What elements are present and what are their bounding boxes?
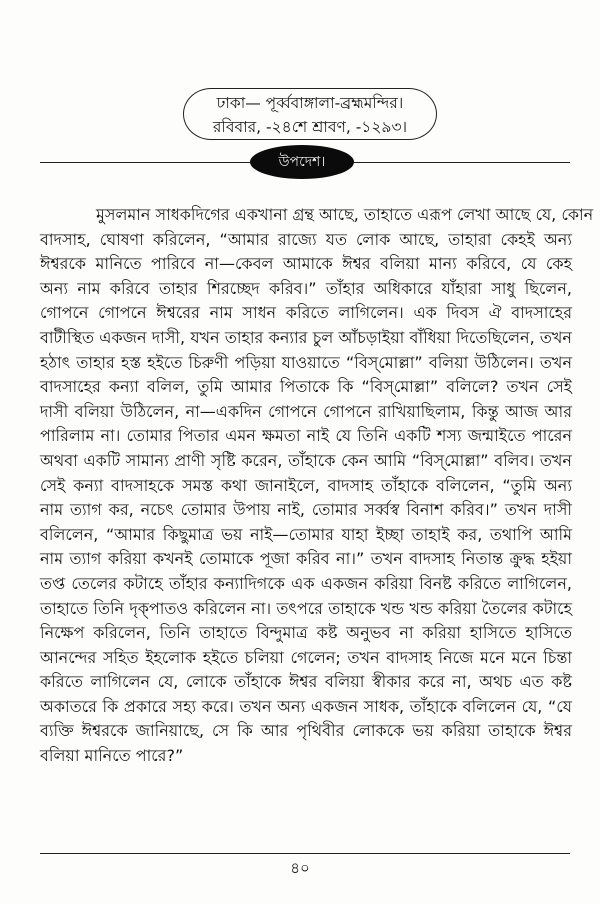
text-line: বাটীস্থিত একজন দাসী, যখন তাহার কন্যার চুল আঁচড়াইয়া বাঁধিয়া দিতেছিলেন, তখন bbox=[40, 327, 572, 347]
section-title: উপদেশ। bbox=[250, 145, 354, 179]
text-line: তাহাতে তিনি দৃক্‌পাতও করিলেন না। তৎপরে তাহাকে খন্ড খন্ড করিয়া তৈলের কটাহে bbox=[40, 598, 572, 618]
text-line: বলিয়া মানিতে পারে?” bbox=[40, 746, 184, 766]
text-line: করিতে লাগিলেন যে, লোকে তাঁহাকে ঈশ্বর বলিয়া স্বীকার করে না, অথচ এত কষ্ট bbox=[40, 672, 572, 692]
text-line: নাম ত্যাগ কর, নচেৎ তোমার উপায় নাই, তোমার সর্ব্বস্ব বিনাশ করিব।” তখন দাসী bbox=[40, 500, 572, 520]
text-line: আনন্দের সহিত ইহলোক হইতে চলিয়া গেলেন; তখন বাদসাহ নিজে মনে মনে চিন্তা bbox=[40, 647, 572, 667]
text-line: হঠাৎ তাহার হস্ত হইতে চিরুণী পড়িয়া যাওয়াতে “বিস্‌মোল্লা” বলিয়া উঠিলেন। তখন bbox=[40, 352, 572, 372]
header-date: রবিবার, -২৪শে শ্রাবণ, -১২৯৩। bbox=[212, 118, 408, 136]
text-line: অন্য নাম করিবে তাহার শিরচ্ছেদ করিব।” তাঁহার অধিকারে যাঁহারা সাধু ছিলেন, bbox=[40, 278, 572, 298]
text-line: বাদসাহের কন্যা বলিল, তুমি আমার পিতাকে কি “বিস্‌মোল্লা” বলিলে? তখন সেই bbox=[40, 377, 572, 397]
page-number: ৪০ bbox=[290, 859, 310, 877]
header-box bbox=[183, 88, 437, 140]
text-line: গোপনে গোপনে ঈশ্বরের নাম সাধন করিতে লাগিলেন। এক দিবস ঐ বাদসাহের bbox=[40, 303, 572, 323]
text-line: সেই কন্যা বাদসাহকে সমস্ত কথা জানাইলে, বাদসাহ তাঁহাকে বলিলেন, “তুমি অন্য bbox=[40, 475, 572, 495]
text-line: বলিলেন, “আমার কিছুমাত্র ভয় নাই—তোমার যাহা ইচ্ছা তাহাই কর, তথাপি আমি bbox=[40, 524, 572, 544]
text-line: ঈশ্বরকে মানিতে পারিবে না—কেবল আমাকে ঈশ্বর বলিয়া মান্য করিবে, যে কেহ bbox=[40, 254, 572, 274]
text-line: নাম ত্যাগ করিয়া কখনই তোমাকে পূজা করিব না।” তখন বাদসাহ নিতান্ত ক্রুদ্ধ হইয়া bbox=[40, 549, 572, 569]
text-line: তপ্ত তেলের কটাহে তাঁহার কন্যাদিগকে এক একজন করিয়া বিনষ্ট করিতে লাগিলেন, bbox=[40, 573, 572, 593]
text-line: অকাতরে কি প্রকারে সহ্য করে। তখন অন্য একজন সাধক, তাঁহাকে বলিলেন যে, “যে bbox=[40, 696, 572, 716]
footer-divider bbox=[40, 853, 570, 854]
text-line: নিক্ষেপ করিলেন, তিনি তাহাতে বিন্দুমাত্র কষ্ট অনুভব না করিয়া হাসিতে হাসিতে bbox=[40, 623, 572, 643]
text-line: বাদসাহ, ঘোষণা করিলেন, “আমার রাজ্যে যত লোক আছে, তাহারা কেহই অন্য bbox=[40, 229, 572, 249]
text-line: ব্যক্তি ঈশ্বরকে জানিয়াছে, সে কি আর পৃথিবীর লোককে ভয় করিয়া তাহাকে ঈশ্বর bbox=[40, 721, 572, 741]
body-text bbox=[40, 203, 594, 769]
text-line: অথবা একটি সামান্য প্রাণী সৃষ্টি করেন, তাঁহাকে কেন আমি “বিস্‌মোল্লা” বলিব। তখন bbox=[40, 450, 572, 470]
text-line: পারিলাম না। তোমার পিতার এমন ক্ষমতা নাই যে তিনি একটি শস্য জন্মাইতে পারেন bbox=[40, 426, 572, 446]
text-line: দাসী বলিয়া উঠিলেন, না—একদিন গোপনে গোপনে রাখিয়াছিলাম, কিন্তু আজ আর bbox=[40, 401, 572, 421]
text-line: মুসলমান সাধকদিগের একখানা গ্রন্থ আছে, তাহাতে এরূপ লেখা আছে যে, কোন bbox=[96, 205, 594, 224]
header-location: ঢাকা— পূর্ব্ববাঙ্গালা-ব্রহ্মমন্দির। bbox=[216, 94, 404, 112]
